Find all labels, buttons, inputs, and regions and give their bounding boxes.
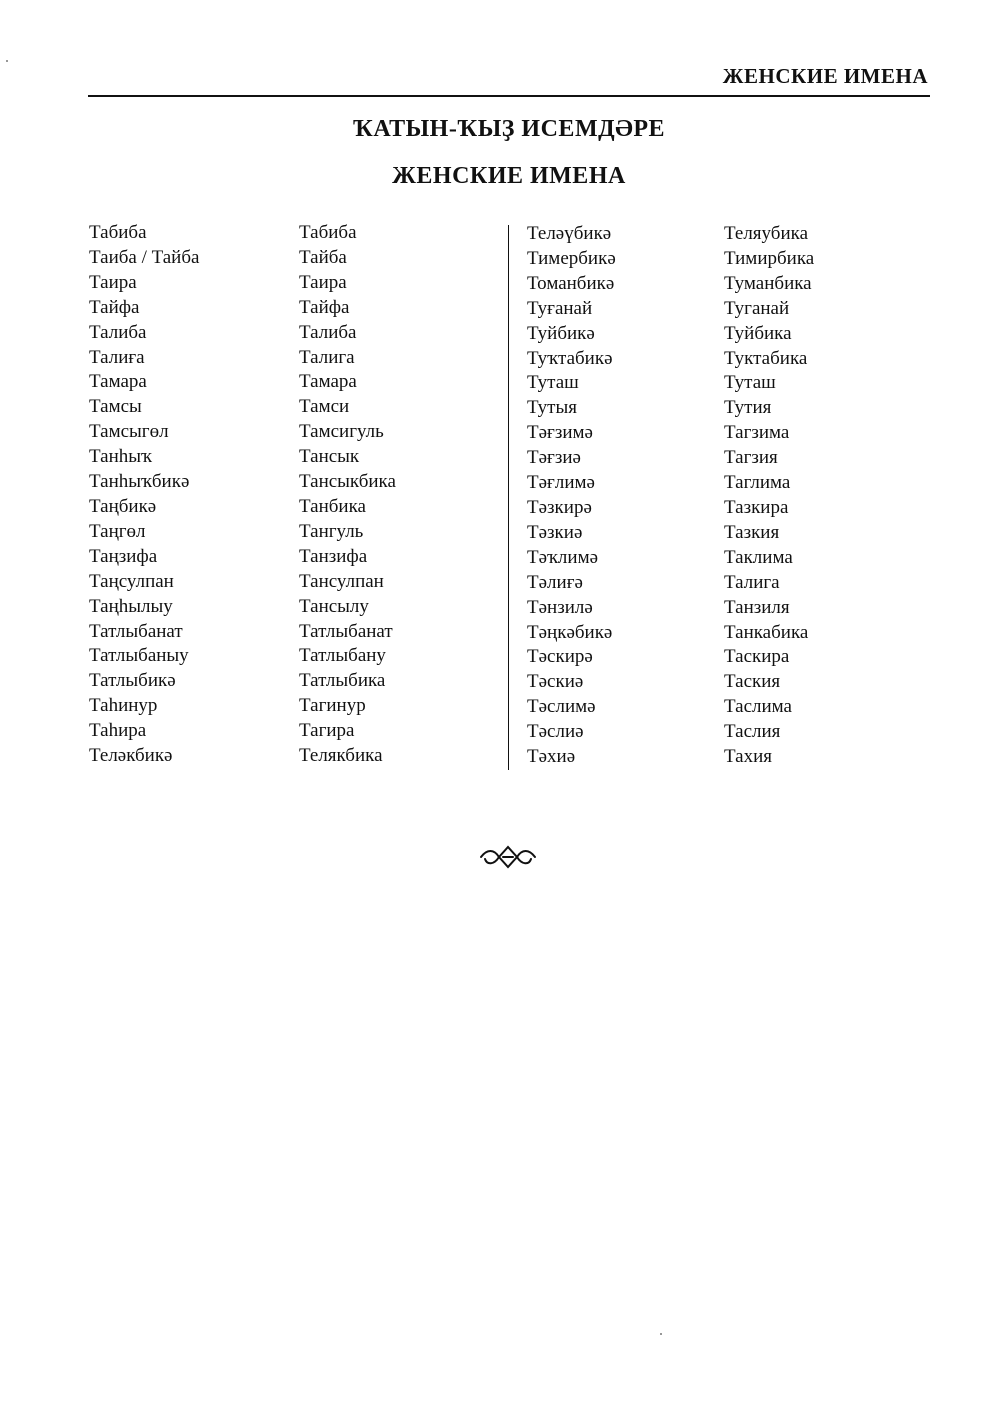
name-entry: Тәғзиә — [527, 447, 581, 469]
name-entry: Тангуль — [299, 520, 364, 542]
running-header-title: ЖЕНСКИЕ ИМЕНА — [722, 64, 928, 88]
name-entry: Тәғлимә — [527, 472, 595, 494]
name-entry: Танкабика — [724, 621, 809, 643]
name-entry: Таскира — [724, 646, 790, 668]
name-entry: Тазкия — [724, 521, 780, 543]
name-entry: Танзиля — [724, 596, 790, 618]
name-entry: Тәңкәбикә — [527, 621, 613, 643]
name-entry: Теләүбикә — [527, 223, 612, 244]
name-entry: Тәнзилә — [527, 596, 593, 618]
name-entry: Талиба — [299, 321, 357, 343]
name-entry: Тахия — [724, 746, 772, 768]
name-entry: Тамси — [299, 396, 350, 418]
name-entry: Тансулпан — [299, 570, 384, 592]
name-entry: Тутыя — [527, 397, 577, 419]
name-entry: Татлыбикә — [89, 670, 176, 692]
name-entry: Тәғзимә — [527, 422, 593, 444]
name-entry: Табиба — [299, 222, 357, 243]
name-entry: Таския — [724, 671, 781, 693]
name-entry: Теләкбикә — [89, 745, 173, 767]
name-entry: Тимербикә — [527, 247, 616, 269]
name-entry: Тагира — [299, 720, 355, 742]
name-entry: Тансык — [299, 446, 360, 468]
name-entry: Таңзифа — [89, 545, 158, 567]
name-entry: Таглима — [724, 472, 791, 494]
name-entry: Туйбикә — [527, 322, 595, 344]
name-entry: Туҡтабикә — [527, 347, 613, 369]
name-entry: Таһира — [89, 720, 147, 742]
name-entry: Тансыкбика — [299, 471, 396, 493]
name-entry: Туташ — [724, 372, 776, 394]
name-entry: Тамсигуль — [299, 421, 384, 443]
name-entry: Таира — [299, 271, 347, 293]
name-entry: Теляубика — [724, 223, 808, 244]
name-entry: Тәҡлимә — [527, 546, 599, 568]
column-divider — [508, 225, 509, 770]
section-title-bashkir: ҠАТЫН-ҠЫҘ ИСЕМДӘРЕ — [352, 116, 666, 142]
name-entry: Тәхиә — [527, 746, 576, 768]
name-entry: Туктабика — [724, 347, 808, 369]
name-entry: Туйбика — [724, 322, 792, 344]
name-entry: Таңһылыу — [89, 595, 173, 617]
name-entry: Тәслиә — [527, 721, 584, 743]
name-entry: Таңсулпан — [89, 570, 174, 592]
names-column-left-russian — [299, 221, 396, 769]
name-entry: Тамсыгөл — [89, 421, 169, 443]
name-entry: Томанбикә — [527, 272, 615, 294]
name-entry: Талига — [299, 346, 355, 368]
name-entry: Талига — [724, 571, 780, 593]
name-entry: Тамсы — [89, 396, 142, 418]
name-entry: Тимирбика — [724, 247, 815, 269]
name-entry: Тәзкирә — [527, 496, 592, 518]
name-entry: Таиба / Тайба — [89, 246, 200, 268]
name-entry: Туғанай — [527, 297, 593, 319]
name-entry: Танзифа — [299, 545, 368, 567]
name-entry: Тагзия — [724, 447, 778, 469]
name-entry: Тагинур — [299, 695, 366, 717]
name-entry: Туташ — [527, 372, 579, 394]
section-end-ornament-icon — [479, 843, 537, 871]
name-entry: Танһыҡбикә — [89, 471, 190, 493]
name-entry: Таһинур — [89, 695, 158, 717]
names-column-left-bashkir — [89, 221, 199, 769]
name-entry: Талиба — [89, 321, 147, 343]
name-entry: Туманбика — [724, 272, 812, 294]
scan-speck — [660, 1333, 662, 1335]
name-entry: Таңбикә — [89, 495, 157, 517]
name-entry: Татлыбану — [299, 645, 386, 667]
name-entry: Табиба — [89, 222, 147, 243]
name-entry: Тәлиғә — [527, 571, 583, 593]
section-title-russian: ЖЕНСКИЕ ИМЕНА — [392, 163, 626, 189]
name-entry: Телякбика — [299, 745, 383, 767]
name-entry: Тайфа — [299, 296, 350, 318]
name-entry: Тамара — [89, 371, 147, 393]
name-entry: Татлыбика — [299, 670, 386, 692]
name-entry: Татлыбанат — [89, 620, 183, 642]
name-entry: Таслия — [724, 721, 781, 743]
name-entry: Таслима — [724, 696, 792, 718]
name-entry: Таңгөл — [89, 520, 146, 542]
name-entry: Тансылу — [299, 595, 369, 617]
name-entry: Туганай — [724, 297, 790, 319]
scan-speck — [6, 60, 8, 62]
name-entry: Татлыбаныу — [89, 645, 189, 667]
name-entry: Тазкира — [724, 496, 789, 518]
name-entry: Талиға — [89, 346, 145, 368]
name-entry: Тагзима — [724, 422, 790, 444]
name-entry: Тәслимә — [527, 696, 596, 718]
name-entry: Татлыбанат — [299, 620, 393, 642]
name-entry: Танһыҡ — [89, 446, 152, 468]
name-entry: Тайфа — [89, 296, 140, 318]
names-column-right-russian — [724, 222, 814, 770]
name-entry: Тамара — [299, 371, 357, 393]
name-entry: Тутия — [724, 397, 772, 419]
names-column-right-bashkir — [527, 222, 616, 770]
name-entry: Тәскирә — [527, 646, 593, 668]
name-entry: Танбика — [299, 495, 366, 517]
header-rule — [88, 95, 930, 97]
name-entry: Тайба — [299, 246, 347, 268]
name-entry: Таклима — [724, 546, 793, 568]
name-entry: Таира — [89, 271, 137, 293]
name-entry: Тәзкиә — [527, 521, 583, 543]
name-entry: Тәскиә — [527, 671, 584, 693]
